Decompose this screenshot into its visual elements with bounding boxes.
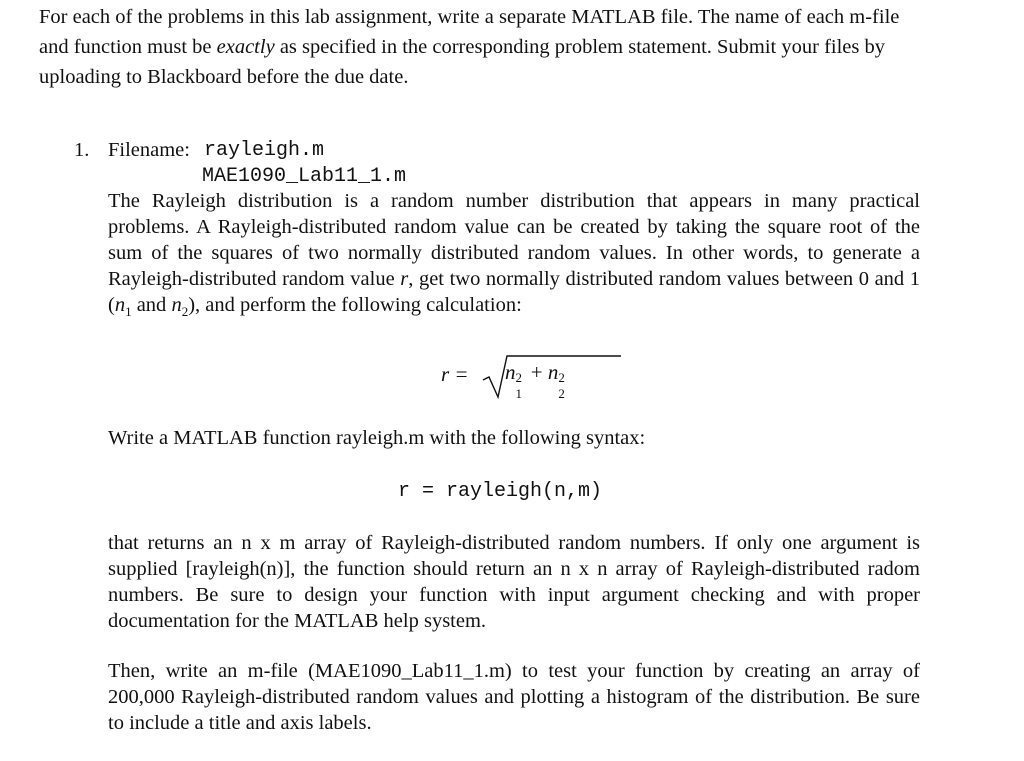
intro-emphasis: exactly: [216, 36, 275, 58]
function-syntax: r = rayleigh(n,m): [398, 480, 603, 503]
formula-plus: +: [525, 360, 548, 384]
desc-text-b: , get two normally distributed random values between 0 and 1 (: [108, 268, 920, 316]
desc-var-n2-sub: 2: [181, 304, 189, 319]
intro-paragraph: [39, 2, 924, 92]
returns-paragraph: that returns an n x m array of Rayleigh-distributed random numbers. If only one argument is supplied [rayleigh(n)], the function should return an n x n array of Rayleigh-distributed radom numbers. Be sure to design your function with input argument checking and with proper documentation for the MATLAB help system.: [108, 532, 920, 632]
formula-n2-sub: 2: [558, 386, 565, 401]
syntax-intro: Write a MATLAB function rayleigh.m with the following syntax:: [108, 427, 646, 449]
desc-var-n1: n: [114, 294, 126, 316]
intro-text-1: For each of the problems in this lab assignment, write a separate MATLAB file. The name of each m-file and function must be: [39, 6, 900, 58]
desc-text-a: The Rayleigh distribution is a random number distribution that appears in many practical problems. A Rayleigh-distributed random value can be created by taking the square root of the sum of the squares of two normally distributed random values. In other words, to generate a Rayleigh-distributed random value: [108, 190, 920, 290]
desc-text-and: and: [131, 294, 172, 316]
filename-label: Filename:: [108, 139, 190, 161]
desc-var-n2: n: [171, 294, 182, 316]
intro-text-2: as specified in the corresponding problem statement. Submit your files by uploading to Blackboard before the due date.: [39, 36, 886, 88]
formula-n2-sup: 2: [558, 370, 565, 385]
problem-number: 1.: [74, 139, 90, 161]
formula-radicand: [505, 360, 568, 401]
desc-var-n1-sub: 1: [125, 304, 132, 319]
desc-text-c: ), and perform the following calculation:: [188, 294, 522, 316]
filename-function: rayleigh.m: [204, 139, 325, 162]
formula-lhs: r =: [441, 362, 469, 386]
formula-n1-sub: 1: [515, 386, 522, 401]
formula-n1-sup: 2: [515, 370, 522, 385]
test-paragraph: Then, write an m-file (MAE1090_Lab11_1.m) to test your function by creating an array of 200,000 Rayleigh-distributed random values and plotting a histogram of the distribution. Be sure to include a title and axis labels.: [108, 660, 920, 734]
formula-n1: n: [505, 360, 516, 384]
description-paragraph: [108, 188, 920, 325]
formula-n2: n: [547, 360, 559, 384]
filename-script: MAE1090_Lab11_1.m: [202, 165, 407, 188]
desc-var-r: r: [400, 268, 409, 290]
